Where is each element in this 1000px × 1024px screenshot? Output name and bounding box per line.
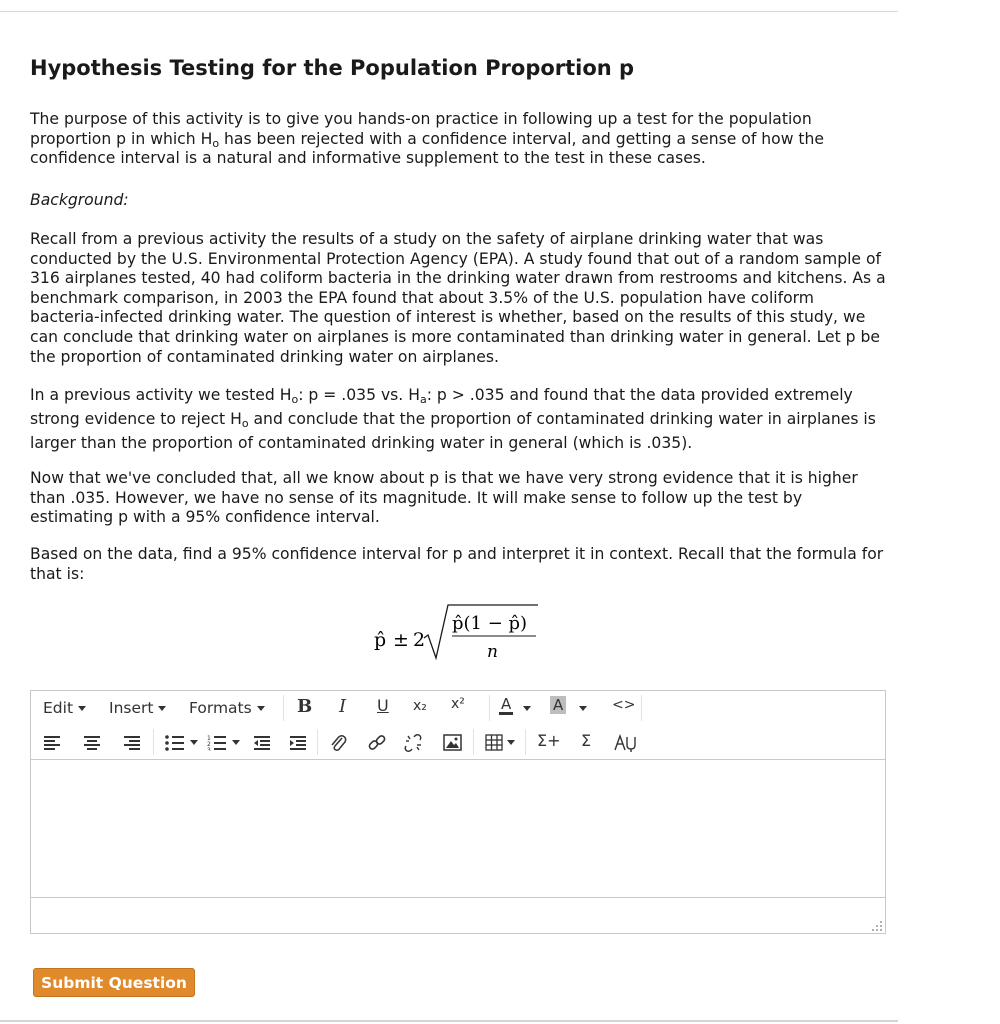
confidence-interval-formula bbox=[372, 602, 552, 664]
bold-button[interactable]: B bbox=[297, 696, 313, 717]
chevron-down-icon bbox=[78, 706, 86, 711]
subscript-o: o bbox=[212, 136, 220, 150]
formula-two: 2 bbox=[413, 629, 426, 651]
special-characters-icon[interactable] bbox=[613, 733, 637, 753]
formula-denominator: n bbox=[487, 642, 498, 662]
editor-status-bar bbox=[31, 897, 885, 934]
prev-text-a: In a previous activity we tested H bbox=[30, 386, 292, 404]
intro-text-a: The purpose of this activity is to give you hands-on practice in following up a test for the population proportion p in which H bbox=[30, 110, 812, 148]
rich-text-editor bbox=[30, 690, 886, 934]
toolbar-separator bbox=[525, 729, 526, 755]
math-symbols-button[interactable]: Σ bbox=[581, 731, 592, 750]
background-label: Background: bbox=[30, 191, 129, 209]
menu-insert-label: Insert bbox=[109, 699, 154, 717]
task-paragraph: Based on the data, find a 95% confidence interval for p and interpret it in context. Recall that the formula for that is: bbox=[30, 545, 884, 583]
editor-text-area[interactable] bbox=[31, 761, 885, 897]
toolbar-separator bbox=[283, 695, 284, 721]
underline-button[interactable]: U bbox=[377, 696, 389, 715]
chevron-down-icon bbox=[257, 706, 265, 711]
menu-insert[interactable] bbox=[109, 699, 166, 717]
toolbar-divider bbox=[31, 759, 885, 760]
numbered-list-icon[interactable] bbox=[207, 735, 227, 751]
subscript-a: a bbox=[419, 393, 427, 406]
prev-text-b: : p = .035 vs. H bbox=[298, 386, 420, 404]
italic-button[interactable]: I bbox=[339, 696, 347, 717]
indent-icon[interactable] bbox=[289, 735, 307, 751]
formula-plus-minus: ± bbox=[393, 629, 409, 651]
toolbar-separator bbox=[473, 729, 474, 755]
background-paragraph: Recall from a previous activity the results of a study on the safety of airplane drinking water that was conducted by the U.S. Environmental Protection Agency (EPA). A study found that out of a random sample of 316 airplanes tested, 40 had coliform bacteria in the drinking water drawn from restrooms and kitchens. As a benchmark comparison, in 2003 the EPA found that about 3.5% of the U.S. population have coliform bacteria-infected drinking water. The question of interest is whether, based on the results of this study, we can conclude that drinking water on airplanes is more contaminated than drinking water in general. Let p be the proportion of contaminated drinking water on airplanes. bbox=[30, 230, 886, 366]
chevron-down-icon[interactable] bbox=[190, 740, 198, 745]
prev-text-c: : p > .035 and found that the data provided extremely strong evidence to reject H bbox=[30, 386, 853, 428]
insert-equation-button[interactable]: Σ+ bbox=[537, 731, 561, 750]
link-icon[interactable] bbox=[367, 733, 387, 753]
subscript-o: o bbox=[241, 417, 249, 430]
top-divider bbox=[0, 11, 898, 12]
background-color-button[interactable]: A bbox=[550, 696, 566, 714]
toolbar-separator bbox=[641, 695, 642, 721]
subscript-button[interactable]: x₂ bbox=[413, 698, 427, 714]
chevron-down-icon[interactable] bbox=[507, 740, 515, 745]
text-color-button[interactable]: A bbox=[501, 695, 512, 713]
editor-toolbar-row-2 bbox=[31, 725, 885, 759]
svg-text:2: 2 bbox=[207, 741, 211, 748]
svg-text:3: 3 bbox=[207, 747, 211, 751]
question-content bbox=[30, 54, 890, 583]
toolbar-separator bbox=[489, 695, 490, 721]
chevron-down-icon[interactable] bbox=[523, 706, 531, 711]
intro-text-b: has been rejected with a confidence interval, and getting a sense of how the confidence interval is a natural and informative supplement to the test in these cases. bbox=[30, 129, 825, 168]
align-center-icon[interactable] bbox=[83, 735, 101, 751]
submit-question-button[interactable]: Submit Question bbox=[33, 968, 195, 997]
editor-menubar bbox=[31, 691, 885, 725]
bullet-list-icon[interactable] bbox=[165, 735, 185, 751]
formula-phat: p̂ bbox=[374, 629, 387, 651]
svg-text:1: 1 bbox=[207, 735, 211, 742]
chevron-down-icon[interactable] bbox=[232, 740, 240, 745]
align-right-icon[interactable] bbox=[123, 735, 141, 751]
formula-numerator: p̂(1 − p̂) bbox=[452, 613, 528, 634]
menu-formats[interactable] bbox=[189, 699, 265, 717]
subscript-o: o bbox=[291, 393, 299, 406]
formula-svg bbox=[372, 602, 552, 664]
menu-formats-label: Formats bbox=[189, 699, 252, 717]
outdent-icon[interactable] bbox=[253, 735, 271, 751]
paperclip-icon[interactable] bbox=[329, 733, 347, 753]
chevron-down-icon bbox=[158, 706, 166, 711]
align-left-icon[interactable] bbox=[43, 735, 61, 751]
page-title: Hypothesis Testing for the Population Proportion p bbox=[30, 56, 635, 80]
unlink-icon[interactable] bbox=[403, 733, 423, 753]
source-code-button[interactable]: <> bbox=[612, 697, 636, 713]
resize-handle-icon[interactable] bbox=[872, 921, 882, 931]
menu-edit-label: Edit bbox=[43, 699, 74, 717]
image-icon[interactable] bbox=[443, 734, 462, 751]
menu-edit[interactable] bbox=[43, 699, 86, 717]
toolbar-separator bbox=[153, 729, 154, 755]
toolbar-separator bbox=[317, 729, 318, 755]
table-icon[interactable] bbox=[485, 734, 503, 751]
conclusion-paragraph: Now that we've concluded that, all we know about p is that we have very strong evidence that it is higher than .035. However, we have no sense of its magnitude. It will make sense to follow up the test by estimating p with a 95% confidence interval. bbox=[30, 469, 858, 527]
intro-paragraph bbox=[30, 110, 885, 169]
bottom-divider bbox=[0, 1020, 898, 1022]
superscript-button[interactable]: x² bbox=[451, 696, 465, 712]
prev-text-d: and conclude that the proportion of contaminated drinking water in airplanes is larger than the proportion of contaminated drinking water in general (which is .035). bbox=[30, 410, 876, 452]
previous-test-paragraph bbox=[30, 383, 888, 455]
chevron-down-icon[interactable] bbox=[579, 706, 587, 711]
